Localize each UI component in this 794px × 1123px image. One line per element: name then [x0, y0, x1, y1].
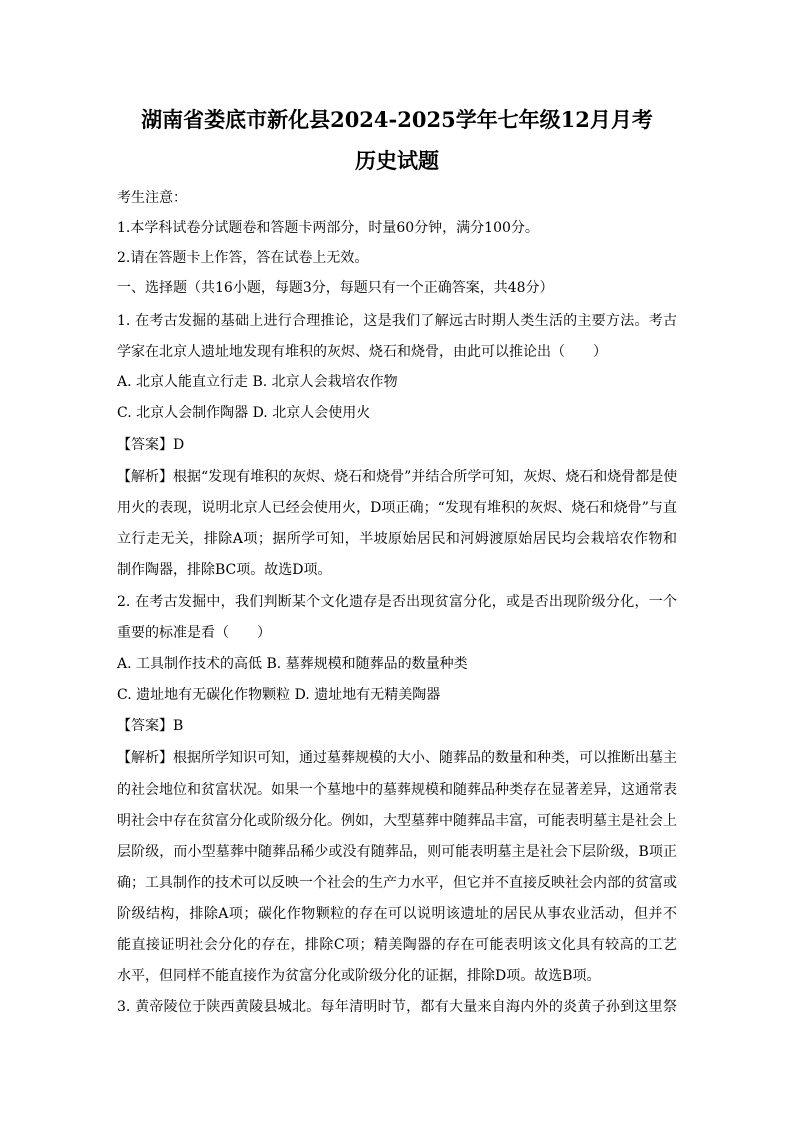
exam-title: 湖南省娄底市新化县2024-2025学年七年级12月月考: [141, 107, 653, 132]
q1-options-line1: A. 北京人能直立行走 B. 北京人会栽培农作物: [117, 374, 398, 390]
section-heading: 一、选择题（共16小题，每题3分，每题只有一个正确答案，共48分）: [117, 280, 554, 296]
q3-stem-line1: 3. 黄帝陵位于陕西黄陵县城北。每年清明时节，都有大量来自海内外的炎黄子孙到这里祭: [117, 999, 677, 1015]
q1-analysis-line2: 用火的表现，说明北京人已经会使用火，D项正确；“发现有堆积的灰烬、烧石和烧骨”与直: [117, 500, 677, 516]
q1-analysis-line1: 【解析】根据“发现有堆积的灰烬、烧石和烧骨”并结合所学可知，灰烬、烧石和烧骨都是使: [117, 469, 677, 485]
q2-analysis-line5: 确；工具制作的技术可以反映一个社会的生产力水平，但它并不直接反映社会内部的贫富或: [117, 875, 677, 891]
q2-stem-line1: 2. 在考古发掘中，我们判断某个文化遗存是否出现贫富分化，或是否出现阶级分化，一个: [117, 594, 677, 610]
exam-subject-title: 历史试题: [355, 148, 439, 173]
q2-analysis-line8: 水平，但同样不能直接作为贫富分化或阶级分化的证据，排除D项。故选B项。: [117, 968, 601, 984]
q1-stem-line2: 学家在北京人遗址地发现有堆积的灰烬、烧石和烧骨，由此可以推论出（ ）: [117, 344, 607, 360]
q1-analysis-line4: 制作陶器，排除BC项。故选D项。: [117, 562, 332, 578]
q2-stem-line2: 重要的标准是看（ ）: [117, 625, 271, 641]
q2-analysis-line3: 明社会中存在贫富分化或阶级分化。例如，大型墓葬中随葬品丰富，可能表明墓主是社会上: [117, 813, 677, 829]
q2-options-line1: A. 工具制作技术的高低 B. 墓葬规模和随葬品的数量种类: [117, 656, 468, 672]
q1-stem-line1: 1. 在考古发掘的基础上进行合理推论，这是我们了解远古时期人类生活的主要方法。考古: [117, 313, 677, 329]
q2-analysis-line7: 能直接证明社会分化的存在，排除C项；精美陶器的存在可能表明该文化具有较高的工艺: [117, 937, 677, 953]
q1-analysis-line3: 立行走无关，排除A项；据所学可知，半坡原始居民和河姆渡原始居民均会栽培农作物和: [117, 531, 677, 547]
q2-analysis-line4: 层阶级，而小型墓葬中随葬品稀少或没有随葬品，则可能表明墓主是社会下层阶级，B项正: [117, 844, 677, 860]
q2-analysis-line1: 【解析】根据所学知识可知，通过墓葬规模的大小、随葬品的数量和种类，可以推断出墓主: [117, 750, 677, 766]
notice-heading: 考生注意：: [117, 190, 187, 206]
notice-item-1: 1.本学科试卷分试题卷和答题卡两部分，时量60分钟，满分100分。: [117, 220, 539, 236]
q1-options-line2: C. 北京人会制作陶器 D. 北京人会使用火: [117, 405, 371, 421]
q2-analysis-line2: 的社会地位和贫富状况。如果一个墓地中的墓葬规模和随葬品种类存在显著差异，这通常表: [117, 782, 677, 798]
q1-answer: 【答案】D: [117, 437, 185, 453]
notice-item-2: 2.请在答题卡上作答，答在试卷上无效。: [117, 250, 369, 266]
q2-answer: 【答案】B: [117, 718, 184, 734]
q2-analysis-line6: 阶级结构，排除A项；碳化作物颗粒的存在可以说明该遗址的居民从事农业活动，但并不: [117, 906, 677, 922]
q2-options-line2: C. 遗址地有无碳化作物颗粒 D. 遗址地有无精美陶器: [117, 687, 441, 703]
